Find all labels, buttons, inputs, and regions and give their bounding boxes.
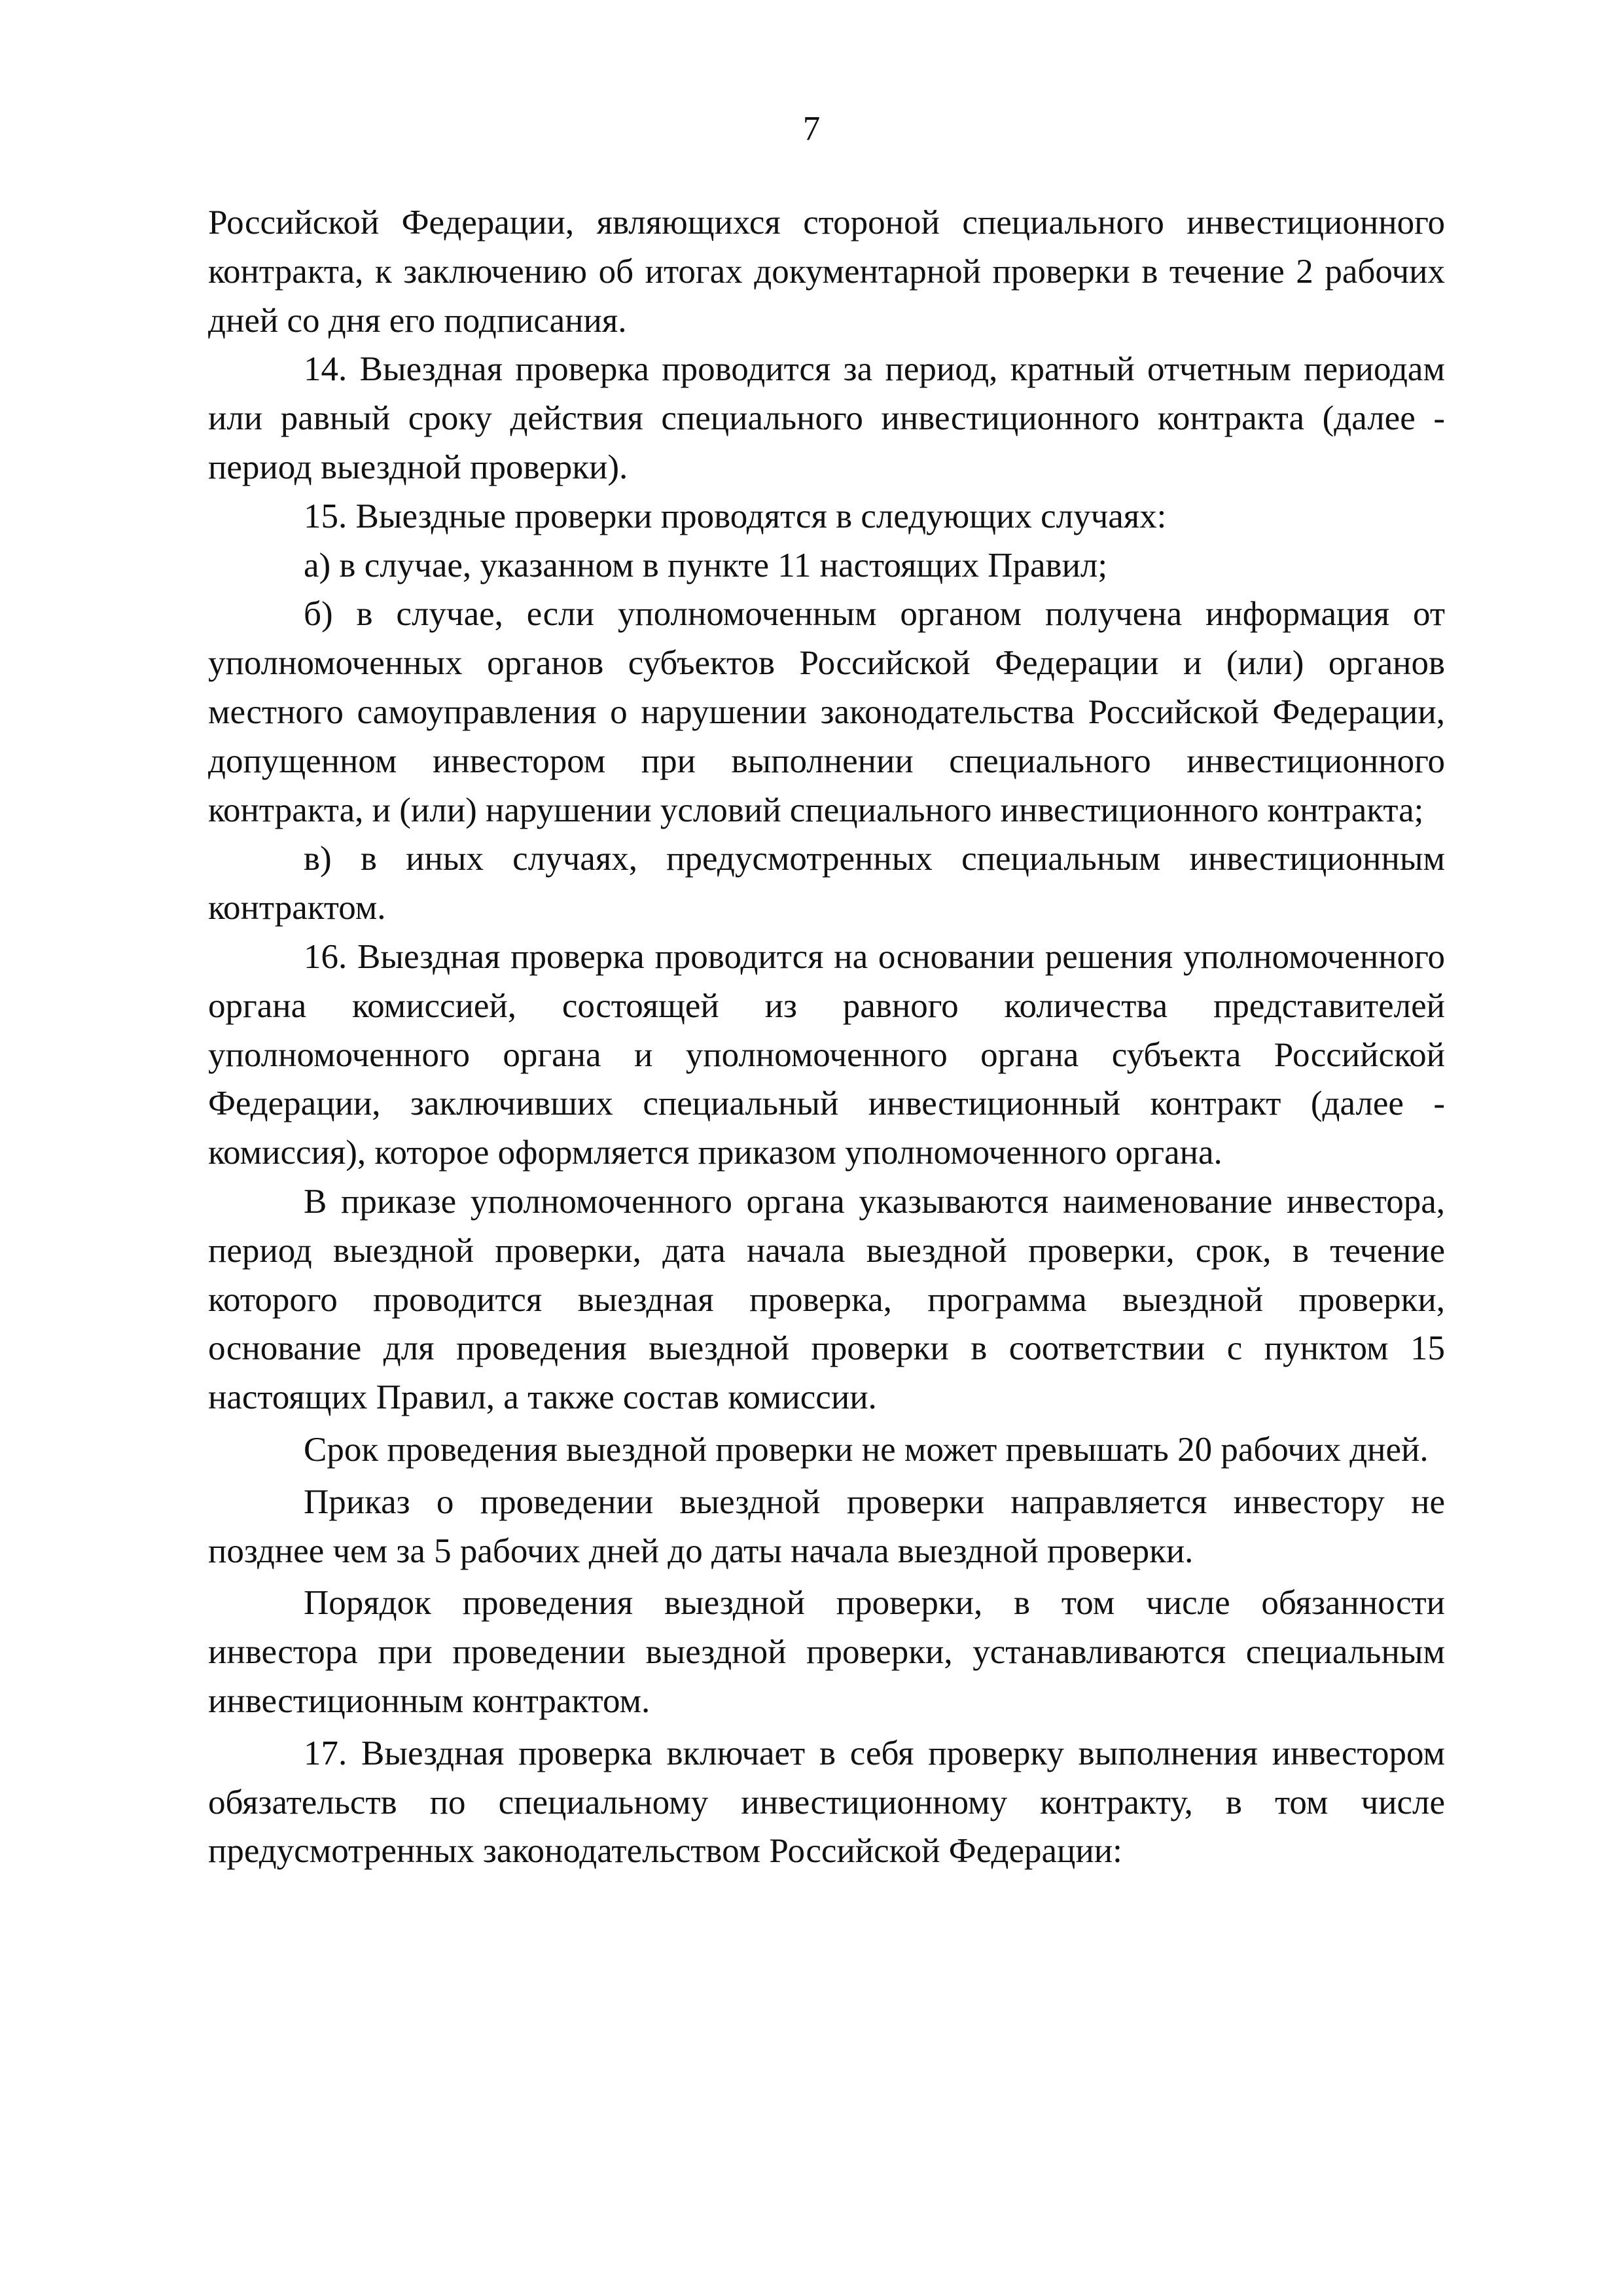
paragraph-clause-16: 16. Выездная проверка проводится на основании решения уполномоченного органа комиссией, состоящей из равного количества представителей уполномоченного органа и уполномоченного органа субъекта Российской Федерации, заключивших специальный инвестиционный контракт (далее - комиссия), которое оформляется приказом уполномоченного органа. bbox=[208, 937, 1445, 1172]
paragraph-order-contents: В приказе уполномоченного органа указываются наименование инвестора, период выездной проверки, дата начала выездной проверки, срок, в течение которого проводится выездная проверка, программа выездной проверки, основание для проведения выездной проверки в соответствии с пунктом 15 настоящих Правил, а также состав комиссии. bbox=[208, 1182, 1445, 1417]
page-number: 7 bbox=[802, 110, 821, 148]
paragraph-inspection-term: Срок проведения выездной проверки не может превышать 20 рабочих дней. bbox=[304, 1430, 1429, 1469]
paragraph-clause-14: 14. Выездная проверка проводится за период, кратный отчетным периодам или равный сроку действия специального инвестиционного контракта (далее - период выездной проверки). bbox=[208, 350, 1445, 486]
paragraph-order-delivery: Приказ о проведении выездной проверки направляется инвестору не позднее чем за 5 рабочих дней до даты начала выездной проверки. bbox=[208, 1482, 1445, 1570]
paragraph-clause-15-a: а) в случае, указанном в пункте 11 настоящих Правил; bbox=[304, 546, 1108, 584]
document-body bbox=[208, 198, 1445, 1876]
paragraph-clause-15: 15. Выездные проверки проводятся в следующих случаях: bbox=[304, 497, 1167, 535]
paragraph-clause-15-b: б) в случае, если уполномоченным органом получена информация от уполномоченных органов субъектов Российской Федерации и (или) органов местного самоуправления о нарушении законодательства Российской Федерации, допущенном инвестором при выполнении специального инвестиционного контракта, и (или) нарушении условий специального инвестиционного контракта; bbox=[208, 595, 1445, 829]
paragraph-inspection-procedure: Порядок проведения выездной проверки, в том числе обязанности инвестора при проведении выездной проверки, устанавливаются специальным инвестиционным контрактом. bbox=[208, 1584, 1445, 1720]
paragraph-continuation: Российской Федерации, являющихся стороной специального инвестиционного контракта, к заключению об итогах документарной проверки в течение 2 рабочих дней со дня его подписания. bbox=[208, 204, 1445, 340]
paragraph-clause-15-c: в) в иных случаях, предусмотренных специальным инвестиционным контрактом. bbox=[208, 840, 1445, 927]
paragraph-clause-17: 17. Выездная проверка включает в себя проверку выполнения инвестором обязательств по специальному инвестиционному контракту, в том числе предусмотренных законодательством Российской Федерации: bbox=[208, 1734, 1445, 1871]
